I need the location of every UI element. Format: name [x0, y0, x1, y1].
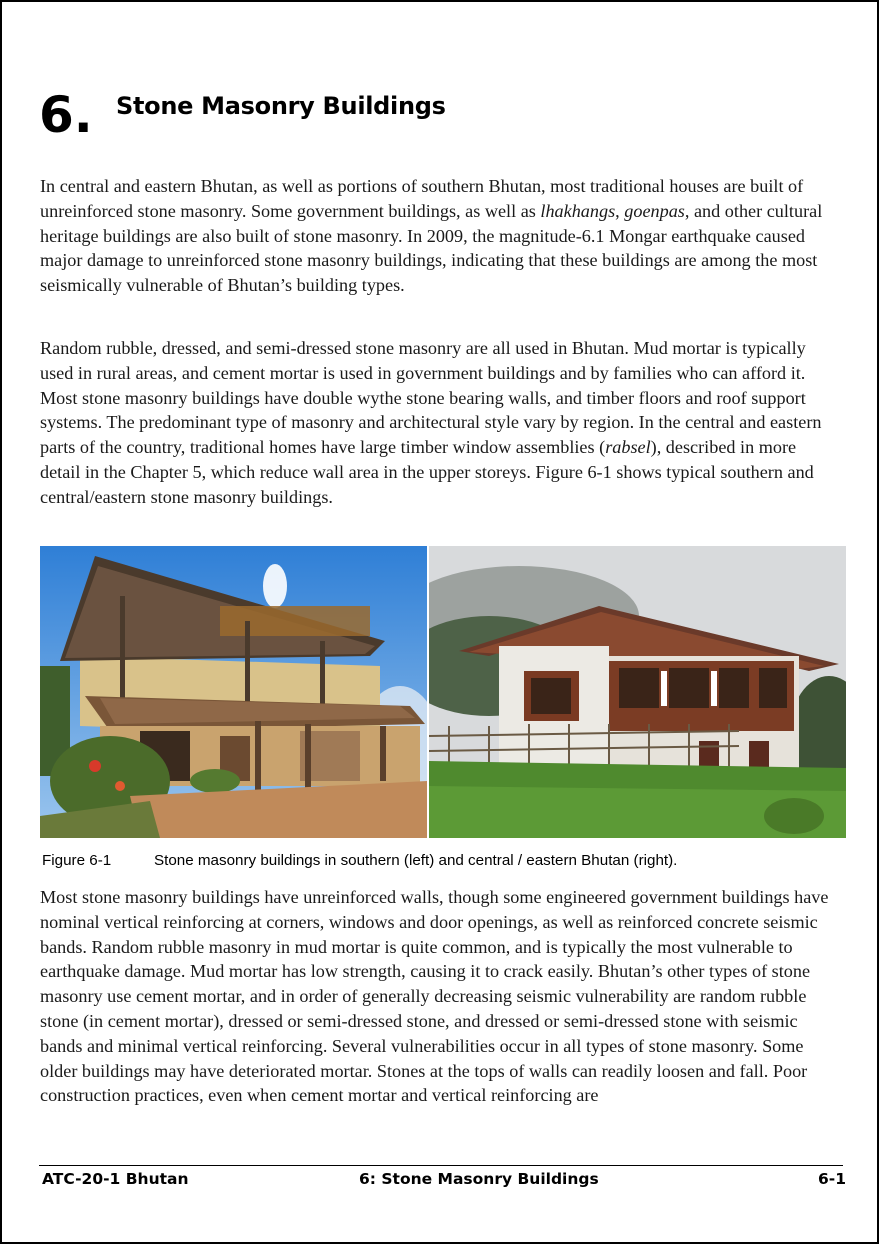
- paragraph-intro: In central and eastern Bhutan, as well as portions of southern Bhutan, most traditional houses are built of unreinforced stone masonry. Some government buildings, as well as lhakhangs, goenpas, and other cultural heritage buildings are also built of stone masonry. In 2009, the magnitude-6.1 Mongar earthquake caused major damage to unreinforced stone masonry buildings, indicating that these buildings are among the most seismically vulnerable of Bhutan’s building types.: [40, 176, 823, 296]
- figure-caption-text: Stone masonry buildings in southern (left) and central / eastern Bhutan (right).: [154, 852, 678, 869]
- chapter-title: Stone Masonry Buildings: [116, 92, 446, 120]
- footer-document-title: ATC-20-1 Bhutan: [42, 1170, 189, 1188]
- paragraph-vulnerabilities: Most stone masonry buildings have unreinforced walls, though some engineered government buildings have nominal vertical reinforcing at corners, windows and door openings, as well as reinforced concrete seismic bands. Random rubble masonry in mud mortar is quite common, and is typically the most vulnerable to earthquake damage. Mud mortar has low strength, causing it to crack easily. Bhutan’s other types of stone masonry use cement mortar, and in order of generally decreasing seismic vulnerability are random rubble stone (in cement mortar), dressed or semi-dressed stone, and dressed or semi-dressed stone with seismic bands and minimal vertical reinforcing. Several vulnerabilities occur in all types of stone masonry. Some older buildings may have deteriorated mortar. Stones at the tops of walls can readily loosen and fall. Poor construction practices, even when cement mortar and vertical reinforcing are: [40, 887, 829, 1106]
- chapter-heading: [39, 82, 819, 152]
- term-goenpas: goenpas: [624, 200, 685, 221]
- figure-photos: [40, 546, 846, 838]
- footer-chapter-title: 6: Stone Masonry Buildings: [359, 1170, 599, 1188]
- chapter-number: 6.: [39, 86, 93, 144]
- southern-house-image: [40, 546, 427, 838]
- eastern-house-image: [429, 546, 846, 838]
- figure-caption: [42, 851, 842, 871]
- footer-page-number: 6-1: [818, 1170, 847, 1188]
- footer-divider: [39, 1165, 843, 1166]
- paragraph-masonry-types: Random rubble, dressed, and semi-dressed stone masonry are all used in Bhutan. Mud mortar is typically used in rural areas, and cement mortar is used in government buildings and by families who can afford it. Most stone masonry buildings have double wythe stone bearing walls, and timber floors and roof support systems. The predominant type of masonry and architectural style vary by region. In the central and eastern parts of the country, traditional homes have large timber window assemblies (rabsel), described in more detail in the Chapter 5, which reduce wall area in the upper storeys. Figure 6-1 shows typical southern and central/eastern stone masonry buildings.: [40, 338, 822, 507]
- term-lhakhangs: lhakhangs: [540, 200, 616, 221]
- photo-southern-house: [40, 546, 427, 838]
- photo-eastern-house: [429, 546, 846, 838]
- figure-label: Figure 6-1: [42, 852, 112, 869]
- term-rabsel: rabsel: [605, 437, 651, 458]
